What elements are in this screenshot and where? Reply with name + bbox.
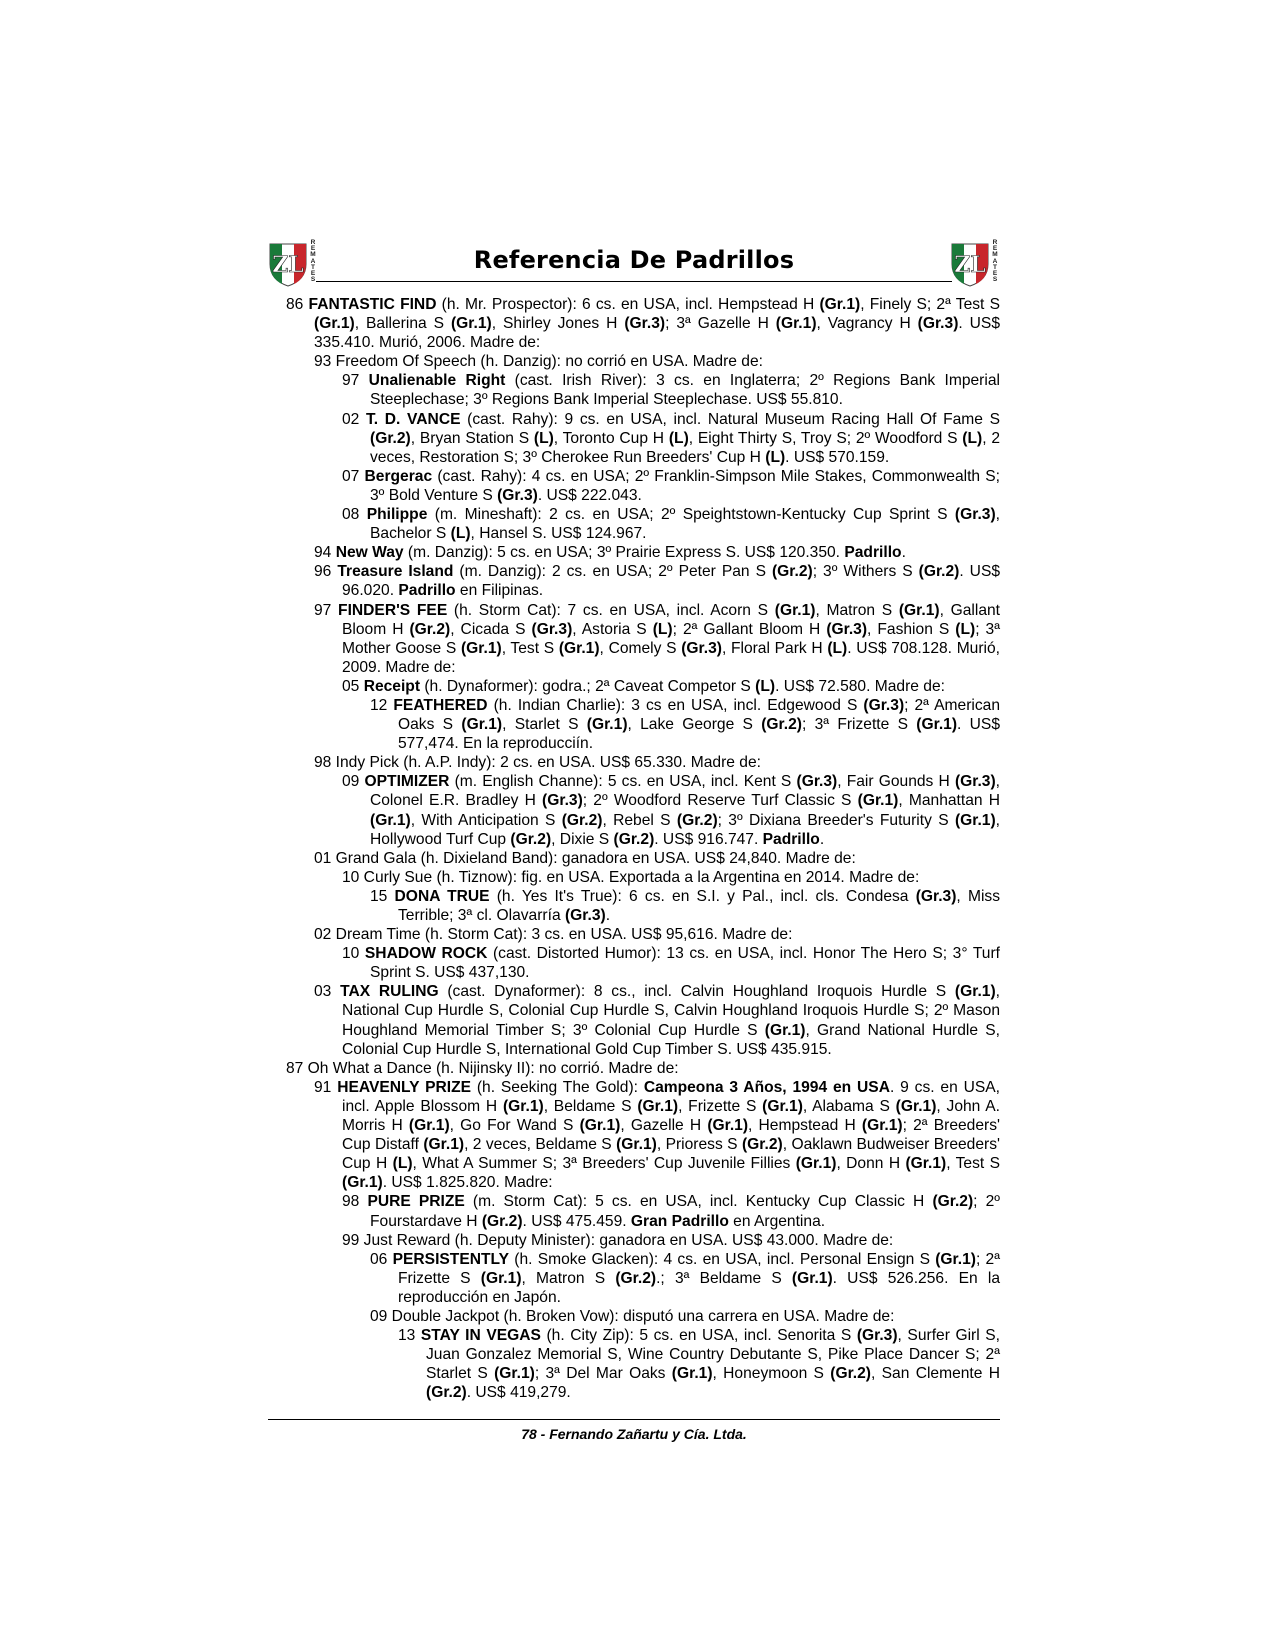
- pedigree-entry: [342, 371, 1000, 409]
- bold-text: (Gr.1): [671, 1365, 713, 1383]
- bold-text: DONA TRUE: [394, 887, 490, 905]
- entry-text: 93 Freedom Of Speech (h. Danzig): no corrió en USA. Madre de:: [314, 353, 763, 371]
- bold-text: (L): [392, 1155, 413, 1173]
- entry-text: ; 3ª Gazelle H: [665, 315, 776, 333]
- entry-text: 99 Just Reward (h. Deputy Minister): ganadora en USA. US$ 43.000. Madre de:: [342, 1231, 894, 1249]
- pedigree-entry: [286, 1059, 1000, 1078]
- entry-text: 98 Indy Pick (h. A.P. Indy): 2 cs. en USA. US$ 65.330. Madre de:: [314, 754, 761, 772]
- bold-text: (L): [668, 429, 689, 447]
- pedigree-entry: [370, 887, 1000, 925]
- bold-text: (Gr.3): [826, 620, 868, 638]
- entry-text: , San Clemente H: [871, 1365, 1000, 1383]
- entry-text: 05: [342, 677, 364, 695]
- bold-text: (Gr.1): [342, 1174, 383, 1192]
- entry-text: (h. Seeking The Gold):: [471, 1078, 644, 1096]
- bold-text: (Gr.1): [460, 639, 502, 657]
- entry-text: .: [901, 544, 906, 562]
- bold-text: (Gr.1): [795, 1155, 837, 1173]
- entry-text: , Alabama S: [802, 1097, 896, 1115]
- entry-text: (cast. Rahy): 9 cs. en USA, incl. Natural Museum Racing Hall Of Fame S: [460, 410, 1000, 428]
- bold-text: (Gr.1): [762, 1097, 803, 1115]
- bold-text: (Gr.3): [542, 792, 583, 810]
- bold-text: (Gr.3): [796, 773, 838, 791]
- bold-text: (Gr.1): [480, 1269, 522, 1287]
- entry-text: , Shirley Jones H: [491, 315, 625, 333]
- entry-text: , Frizette S: [678, 1097, 763, 1115]
- entry-text: 12: [370, 696, 394, 714]
- bold-text: (Gr.1): [450, 315, 492, 333]
- entry-text: , Matron S: [521, 1269, 616, 1287]
- bold-text: (Gr.1): [502, 1097, 544, 1115]
- bold-text: Padrillo: [762, 830, 820, 848]
- entry-text: ; 2ª Gallant Bloom H: [672, 620, 827, 638]
- pedigree-entry: [342, 944, 1000, 982]
- bold-text: Campeona 3 Años, 1994 en USA: [643, 1078, 890, 1096]
- entry-text: . US$ 222.043.: [537, 486, 642, 504]
- entry-text: . 9 cs. en USA, incl. Apple Blossom H: [342, 1078, 1001, 1115]
- entry-text: . US$ 916.747.: [654, 830, 763, 848]
- bold-text: (Gr.1): [408, 1117, 450, 1135]
- bold-text: (Gr.1): [616, 1136, 657, 1154]
- title-rule: [316, 281, 952, 282]
- bold-text: (Gr.1): [637, 1097, 679, 1115]
- entry-text: , Fair Gounds H: [837, 773, 955, 791]
- entry-text: 02: [342, 410, 367, 428]
- bold-text: (Gr.2): [771, 563, 813, 581]
- page-title: Referencia De Padrillos: [473, 246, 795, 274]
- entry-text: (h. Dynaformer): godra.; 2ª Caveat Competor S: [420, 677, 756, 695]
- entry-text: . US$ 526.256. En la reproducción en Japón.: [398, 1269, 1000, 1306]
- bold-text: (Gr.3): [856, 1327, 898, 1345]
- entry-text: (h. Yes It's True): 6 cs. en S.I. y Pal., incl. cls. Condesa: [489, 887, 916, 905]
- entry-text: , Prioress S: [656, 1136, 742, 1154]
- bold-text: PURE PRIZE: [367, 1193, 465, 1211]
- remates-vertical-text: R E M A T E S: [992, 239, 998, 284]
- entry-text: 08: [342, 506, 367, 524]
- bold-text: SHADOW ROCK: [364, 945, 488, 963]
- entry-text: , Grand National Hurdle S, Colonial Cup Hurdle S, International Gold Cup Timber S. US$ 435.915.: [342, 1021, 1000, 1058]
- footer-rule: [268, 1419, 1000, 1420]
- bold-text: (Gr.2): [426, 1384, 467, 1402]
- entry-text: , Colonel E.R. Bradley H: [370, 773, 1001, 810]
- bold-text: (Gr.2): [510, 830, 552, 848]
- entry-text: . US$ 577,474. En la reproducciín.: [398, 716, 1000, 753]
- entry-text: ; 2ª American Oaks S: [398, 696, 1000, 734]
- entry-text: . US$ 570.159.: [785, 448, 890, 466]
- bold-text: (Gr.2): [370, 429, 411, 447]
- entry-text: , Bryan Station S: [410, 429, 534, 447]
- entry-text: 09: [342, 773, 365, 791]
- pedigree-entry: [342, 677, 1000, 696]
- entry-text: , Rebel S: [602, 811, 677, 829]
- bold-text: (L): [955, 620, 976, 638]
- entry-text: , Vagrancy H: [816, 315, 918, 333]
- bold-text: New Way: [335, 544, 404, 562]
- pedigree-entry: [314, 601, 1001, 677]
- pedigree-entry: [342, 505, 1000, 543]
- bold-text: T. D. VANCE: [366, 410, 461, 428]
- bold-text: (Gr.1): [898, 601, 940, 619]
- pedigree-entry: [370, 1307, 1000, 1326]
- pedigree-entry: [314, 925, 1000, 944]
- bold-text: (Gr.3): [531, 620, 573, 638]
- bold-text: (Gr.3): [954, 773, 996, 791]
- entry-text: 01 Grand Gala (h. Dixieland Band): ganadora en USA. US$ 24,840. Madre de:: [314, 849, 856, 867]
- entry-text: , Astoria S: [572, 620, 653, 638]
- bold-text: (Gr.2): [676, 811, 718, 829]
- bold-text: (Gr.2): [932, 1193, 974, 1211]
- entry-text: 97: [314, 601, 339, 619]
- pedigree-entry: [342, 467, 1000, 505]
- entry-text: , Bachelor S: [370, 506, 1000, 543]
- bold-text: (L): [765, 448, 786, 466]
- bold-text: (L): [533, 429, 554, 447]
- entry-text: 97: [342, 372, 369, 390]
- bold-text: (Gr.1): [579, 1117, 621, 1135]
- bold-text: (L): [652, 620, 673, 638]
- entry-text: , Ballerina S: [354, 315, 451, 333]
- entry-text: . US$ 475.459.: [522, 1212, 631, 1230]
- bold-text: (Gr.2): [481, 1212, 523, 1230]
- bold-text: (L): [755, 677, 776, 695]
- entry-text: 09 Double Jackpot (h. Broken Vow): disputó una carrera en USA. Madre de:: [370, 1307, 895, 1325]
- bold-text: (Gr.1): [819, 296, 861, 313]
- pedigree-entry: [342, 1231, 1000, 1250]
- bold-text: (Gr.1): [935, 1250, 976, 1268]
- bold-text: (Gr.1): [461, 716, 503, 734]
- entry-text: , Test S: [946, 1155, 1001, 1173]
- entry-text: , Hollywood Turf Cup: [370, 811, 1001, 848]
- bold-text: (Gr.2): [613, 830, 655, 848]
- bold-text: (Gr.1): [954, 983, 996, 1001]
- bold-text: (Gr.1): [954, 811, 996, 829]
- bold-text: (Gr.3): [863, 696, 905, 714]
- entry-text: .; 3ª Beldame S: [656, 1269, 792, 1287]
- entry-text: . US$ 335.410. Murió, 2006. Madre de:: [314, 315, 1000, 352]
- bold-text: (Gr.1): [314, 315, 355, 333]
- entry-text: . US$ 96.020.: [342, 563, 1001, 600]
- entry-text: , Gazelle H: [620, 1117, 708, 1135]
- zr-logo: [268, 240, 318, 288]
- entry-text: ; 2º Woodford Reserve Turf Classic S: [582, 792, 858, 810]
- entry-text: . US$ 419,279.: [466, 1384, 571, 1402]
- bold-text: (Gr.3): [497, 486, 538, 504]
- bold-text: PERSISTENTLY: [392, 1250, 510, 1268]
- entry-text: (h. Mr. Prospector): 6 cs. en USA, incl. Hempstead H: [436, 296, 820, 313]
- entry-text: (h. Smoke Glacken): 4 cs. en USA, incl. Personal Ensign S: [509, 1250, 936, 1268]
- entry-text: , Honeymoon S: [712, 1365, 831, 1383]
- bold-text: OPTIMIZER: [364, 773, 450, 791]
- pedigree-entry: [314, 849, 1000, 868]
- entry-text: 87 Oh What a Dance (h. Nijinsky II): no corrió. Madre de:: [286, 1059, 679, 1077]
- entry-text: , Beldame S: [543, 1097, 638, 1115]
- bold-text: (Gr.1): [707, 1117, 749, 1135]
- entry-text: , Finely S; 2ª Test S: [860, 296, 1000, 313]
- bold-text: (Gr.2): [761, 716, 802, 734]
- bold-text: (L): [962, 429, 983, 447]
- bold-text: (L): [450, 525, 471, 543]
- entry-text: ; 2º Fourstardave H: [370, 1193, 1000, 1230]
- bold-text: (Gr.1): [423, 1136, 465, 1154]
- entry-text: .: [605, 907, 611, 924]
- bold-text: Bergerac: [364, 467, 433, 485]
- entry-text: , Comely S: [599, 639, 682, 657]
- entry-text: ; 3º Withers S: [812, 563, 919, 581]
- entry-text: (cast. Distorted Humor): 13 cs. en USA, incl. Honor The Hero S; 3° Turf Sprint S. US$ 437,130.: [370, 945, 1000, 982]
- bold-text: (Gr.2): [918, 563, 960, 581]
- bold-text: (L): [827, 639, 848, 657]
- bold-text: (Gr.1): [370, 811, 411, 829]
- entry-text: , Hansel S. US$ 124.967.: [470, 525, 647, 543]
- entry-text: , Miss Terrible; 3ª cl. Olavarría: [398, 887, 1000, 924]
- entry-text: 15: [370, 887, 395, 905]
- entry-text: (h. Storm Cat): 7 cs. en USA, incl. Acorn S: [447, 601, 775, 619]
- pedigree-entry: [314, 562, 1001, 600]
- entry-text: 02 Dream Time (h. Storm Cat): 3 cs. en USA. US$ 95,616. Madre de:: [314, 926, 793, 944]
- entry-text: , Starlet S: [502, 716, 587, 734]
- entry-text: 94: [314, 544, 336, 562]
- bold-text: (Gr.1): [764, 1021, 806, 1039]
- pedigree-entry: [314, 1078, 1001, 1193]
- entry-text: , What A Summer S; 3ª Breeders' Cup Juvenile Fillies: [412, 1155, 796, 1173]
- entry-text: , Test S: [501, 639, 559, 657]
- entry-text: , Surfer Girl S, Juan Gonzalez Memorial S, Wine Country Debutante S, Pike Place Dancer S; 2ª Starlet S: [426, 1327, 1000, 1383]
- entry-text: , National Cup Hurdle S, Colonial Cup Hurdle S, Calvin Houghland Iroquois Hurdle S; 2º Mason Houghland Memorial Timber S; 3º Colonial Cup Hurdle S: [342, 983, 1000, 1039]
- bold-text: Treasure Island: [337, 563, 454, 581]
- bold-text: (Gr.2): [615, 1269, 657, 1287]
- entry-text: ; 3ª Del Mar Oaks: [534, 1365, 672, 1383]
- entry-text: , Hempstead H: [748, 1117, 862, 1135]
- entry-text: . US$ 72.580. Madre de:: [775, 677, 945, 695]
- entry-text: ; 2ª Frizette S: [398, 1250, 1000, 1287]
- bold-text: TAX RULING: [340, 983, 439, 1001]
- entry-text: , 2 veces, Restoration S; 3º Cherokee Run Breeders' Cup H: [370, 429, 1000, 466]
- entry-text: , Floral Park H: [721, 639, 828, 657]
- bold-text: (Gr.1): [586, 716, 628, 734]
- bold-text: (Gr.3): [917, 315, 959, 333]
- bold-text: (Gr.3): [624, 315, 666, 333]
- bold-text: (Gr.1): [895, 1097, 937, 1115]
- bold-text: Padrillo: [844, 544, 902, 562]
- bold-text: FANTASTIC FIND: [308, 296, 437, 313]
- entry-text: , Donn H: [836, 1155, 906, 1173]
- entry-text: , John A. Morris H: [342, 1097, 1000, 1135]
- pedigree-entry: [314, 982, 1000, 1058]
- svg-text:ZL: ZL: [272, 252, 304, 278]
- entry-text: , Toronto Cup H: [553, 429, 669, 447]
- pedigree-entry: [342, 772, 1001, 848]
- pedigree-entry: [314, 352, 1000, 371]
- bold-text: Gran Padrillo: [630, 1212, 729, 1230]
- bold-text: (Gr.3): [564, 907, 606, 924]
- bold-text: (Gr.3): [681, 639, 722, 657]
- remates-vertical-text: R E M A T E S: [310, 239, 316, 284]
- pedigree-entry: [342, 1192, 1000, 1230]
- bold-text: (Gr.2): [741, 1136, 783, 1154]
- entry-text: .: [819, 830, 825, 848]
- entry-text: , Lake George S: [627, 716, 762, 734]
- bold-text: Unalienable Right: [368, 372, 506, 390]
- bold-text: (Gr.1): [916, 716, 958, 734]
- bold-text: STAY IN VEGAS: [420, 1327, 541, 1345]
- entry-text: 98: [342, 1193, 368, 1211]
- zr-logo: [950, 240, 1000, 288]
- bold-text: (Gr.1): [857, 792, 899, 810]
- entry-text: , Eight Thirty S, Troy S; 2º Woodford S: [688, 429, 963, 447]
- bold-text: Philippe: [366, 506, 428, 524]
- entry-text: ; 2ª Breeders' Cup Distaff: [342, 1117, 1000, 1154]
- entry-text: ; 3ª Frizette S: [801, 716, 917, 734]
- entry-text: 07: [342, 467, 365, 485]
- entry-text: . US$ 1.825.820. Madre:: [382, 1174, 553, 1192]
- pedigree-entry: [342, 410, 1000, 467]
- bold-text: (Gr.2): [561, 811, 603, 829]
- entry-text: , Matron S: [815, 601, 899, 619]
- svg-text:ZL: ZL: [954, 252, 986, 278]
- entry-text: , Go For Wand S: [449, 1117, 580, 1135]
- entry-text: (m. Mineshaft): 2 cs. en USA; 2º Speightstown-Kentucky Cup Sprint S: [427, 506, 955, 524]
- bold-text: (Gr.1): [774, 601, 816, 619]
- entry-text: (m. Danzig): 2 cs. en USA; 2º Peter Pan S: [453, 563, 772, 581]
- entry-text: , Gallant Bloom H: [342, 601, 1000, 638]
- entry-text: (cast. Rahy): 4 cs. en USA; 2º Franklin-Simpson Mile Stakes, Commonwealth S; 3º Bold Venture S: [370, 467, 1000, 504]
- entry-text: (h. City Zip): 5 cs. en USA, incl. Senorita S: [540, 1327, 857, 1345]
- pedigree-entry: [398, 1326, 1000, 1402]
- bold-text: (Gr.1): [494, 1365, 535, 1383]
- pedigree-list: [286, 295, 1000, 1402]
- entry-text: (m. Danzig): 5 cs. en USA; 3º Prairie Express S. US$ 120.350.: [403, 544, 845, 562]
- entry-text: (m. Storm Cat): 5 cs. en USA, incl. Kentucky Cup Classic H: [464, 1193, 933, 1211]
- bold-text: FINDER'S FEE: [338, 601, 448, 619]
- entry-text: en Filipinas.: [455, 582, 544, 600]
- bold-text: (Gr.2): [409, 620, 451, 638]
- bold-text: HEAVENLY PRIZE: [337, 1078, 471, 1096]
- entry-text: 86: [286, 296, 309, 313]
- pedigree-entry: [370, 696, 1000, 753]
- entry-text: (h. Indian Charlie): 3 cs en USA, incl. Edgewood S: [487, 696, 864, 714]
- bold-text: Padrillo: [398, 582, 456, 600]
- entry-text: ; 3º Dixiana Breeder's Futurity S: [717, 811, 955, 829]
- entry-text: , 2 veces, Beldame S: [464, 1136, 617, 1154]
- entry-text: 06: [370, 1250, 393, 1268]
- page-header: [268, 240, 1000, 288]
- entry-text: (cast. Dynaformer): 8 cs., incl. Calvin Houghland Iroquois Hurdle S: [438, 983, 955, 1001]
- entry-text: 10: [342, 945, 365, 963]
- bold-text: Receipt: [363, 677, 421, 695]
- bold-text: (Gr.1): [861, 1117, 903, 1135]
- pedigree-entry: [286, 295, 1000, 352]
- entry-text: , Fashion S: [867, 620, 956, 638]
- pedigree-entry: [314, 753, 1000, 772]
- pedigree-entry: [342, 868, 1000, 887]
- entry-text: , With Anticipation S: [410, 811, 562, 829]
- entry-text: ; 3ª Mother Goose S: [342, 620, 1000, 657]
- entry-text: , Cicada S: [450, 620, 532, 638]
- bold-text: (Gr.1): [775, 315, 817, 333]
- bold-text: FEATHERED: [393, 696, 488, 714]
- entry-text: 96: [314, 563, 338, 581]
- pedigree-entry: [370, 1250, 1000, 1307]
- entry-text: 10 Curly Sue (h. Tiznow): fig. en USA. Exportada a la Argentina en 2014. Madre de:: [342, 868, 920, 886]
- entry-text: 13: [398, 1327, 421, 1345]
- zr-shield-icon: [950, 240, 990, 288]
- entry-text: (cast. Irish River): 3 cs. en Inglaterra; 2º Regions Bank Imperial Steeplechase; 3º Regions Bank Imperial Steeplechase. US$ 55.810.: [370, 372, 1000, 409]
- bold-text: (Gr.3): [915, 887, 957, 905]
- entry-text: 91: [314, 1078, 338, 1096]
- entry-text: en Argentina.: [728, 1212, 826, 1230]
- entry-text: , Oaklawn Budweiser Breeders' Cup H: [342, 1136, 1000, 1173]
- entry-text: (m. English Channe): 5 cs. en USA, incl. Kent S: [449, 773, 797, 791]
- entry-text: , Dixie S: [551, 830, 614, 848]
- pedigree-entry: [314, 543, 1000, 562]
- bold-text: (Gr.1): [791, 1269, 833, 1287]
- entry-text: . US$ 708.128. Murió, 2009. Madre de:: [342, 639, 1001, 676]
- entry-text: , Manhattan H: [898, 792, 1000, 810]
- page-footer: 78 - Fernando Zañartu y Cía. Ltda.: [521, 1426, 747, 1442]
- bold-text: (Gr.3): [954, 506, 996, 524]
- bold-text: (Gr.1): [558, 639, 600, 657]
- bold-text: (Gr.1): [905, 1155, 947, 1173]
- entry-text: 03: [314, 983, 341, 1001]
- zr-shield-icon: [268, 240, 308, 288]
- bold-text: (Gr.2): [830, 1365, 871, 1383]
